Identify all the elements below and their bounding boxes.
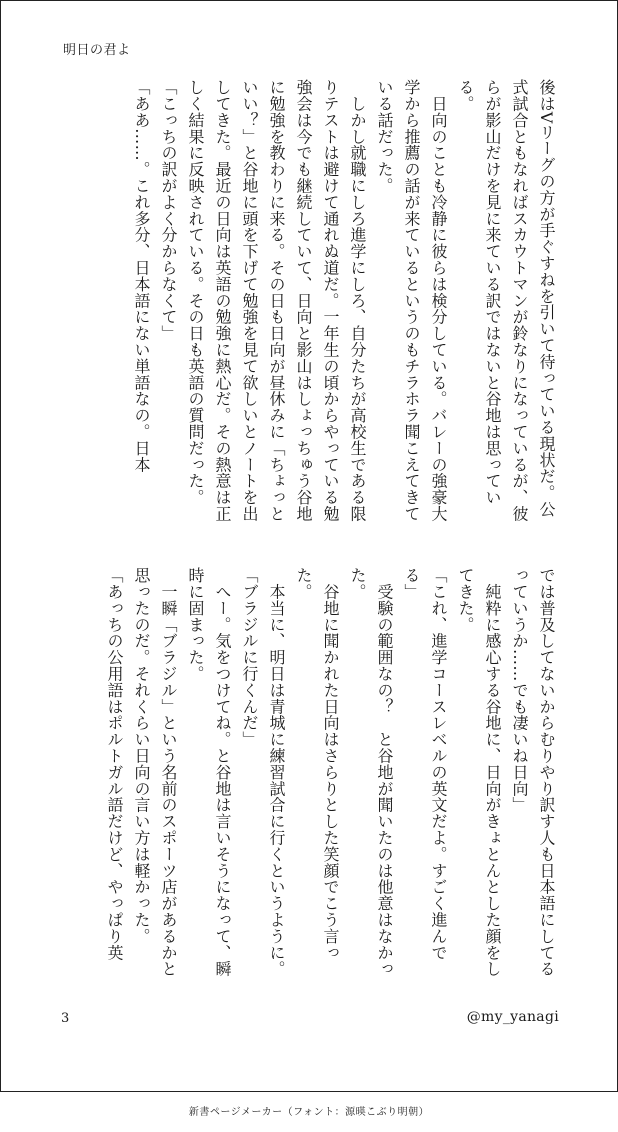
paragraph: 「これ、進学コースレベルの英文だよ。すごく進んでる」 [402, 567, 448, 961]
paragraph: 「こっちの訳がよく分からなくて」 [159, 79, 178, 342]
paragraph: では普及してないからむりやり訳す人も日本語にしてるっていうか……でも凄いね日向」 [510, 567, 556, 977]
paragraph: 「あっちの公用語はポルトガル語だけど、やっぱり英 [105, 567, 124, 961]
paragraph: 「ああ……。これ多分、日本語にない単語なの。日本 [132, 79, 151, 473]
paragraph: しかし就職にしろ進学にしろ、自分たちが高校生である限りテストは避けて通れぬ道だ。一年生の頃からやっている勉強会は今でも継続していて、日向と影山はしょっちゅう谷地に勉強を教わりに来る。その日も日向が昼休みに「ちょっといい？」と谷地に頭を下げて勉強を見て欲しいとノートを出してきた。最近の日向は英語の勉強に熱心だ。その熱意は正しく結果に反映されている。その日も英語の質問だった。 [186, 79, 367, 522]
paragraph: 日向のことも冷静に彼らは検分している。バレーの強豪大学から推薦の話が来ているというのもチラホラ聞こえてきている話だった。 [375, 79, 448, 522]
author-handle: @my_yanagi [466, 1009, 559, 1025]
footer-credit: 新書ページメーカー（フォント：源暎こぶり明朝） [188, 1107, 430, 1118]
paragraph: 受験の範囲なの？ と谷地が聞いたのは他意はなかった。 [348, 567, 394, 977]
upper-text-block [56, 79, 560, 525]
paragraph: 後はVリーグの方が手ぐすねを引いて待っている現状だ。公式試合ともなればスカウトマンが鈴なりになっているが、彼らが影山だけを見に来ている訳ではないと谷地は思っている。 [456, 79, 556, 522]
lower-text-block [56, 567, 560, 983]
paragraph: 一瞬「ブラジル」という名前のスポーツ店があるかと思ったのだ。それくらい日向の言い方は軽かった。 [132, 567, 178, 977]
paragraph: 本当に、明日は青城に練習試合に行くというように。 [267, 567, 286, 977]
paragraph: 「ブラジルに行くんだ」 [240, 567, 259, 748]
paragraph: 谷地に聞かれた日向はさらりとした笑顔でこう言った。 [294, 567, 340, 961]
paragraph: 純粋に感心する谷地に、日向がきょとんとした顔をしてきた。 [456, 567, 502, 977]
page-number: 3 [61, 1011, 70, 1026]
book-title: 明日の君よ [63, 43, 131, 58]
paragraph: へー。気をつけてね。と谷地は言いそうになって、瞬時に固まった。 [186, 567, 232, 977]
